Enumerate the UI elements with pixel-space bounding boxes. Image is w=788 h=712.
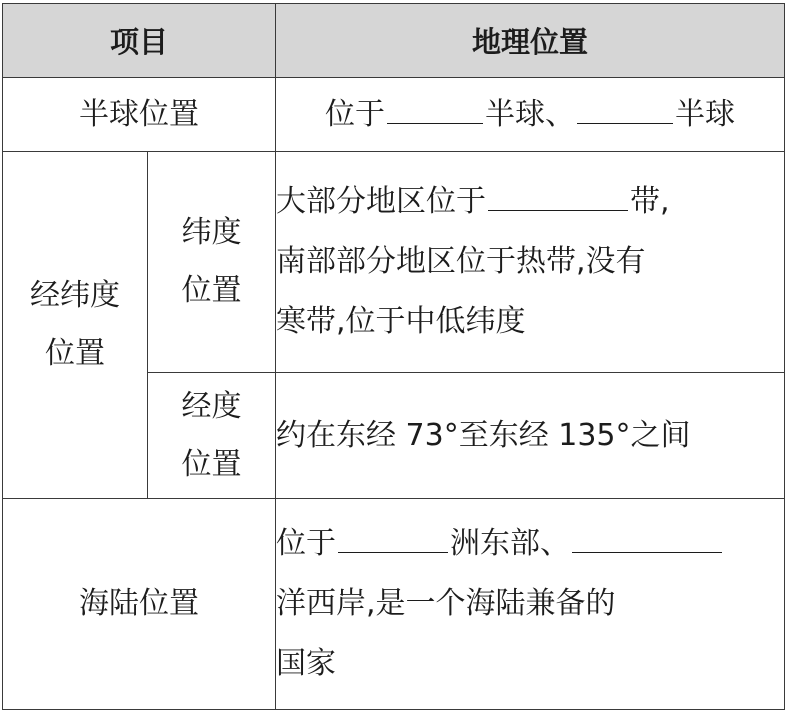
header-row: [3, 4, 785, 78]
sea-land-row: [3, 499, 785, 710]
hemisphere-blank-2: [577, 96, 673, 124]
latitude-label-line-1: 纬度: [181, 215, 242, 250]
longitude-label-line-1: 经度: [181, 388, 242, 424]
hemisphere-content: [276, 78, 785, 152]
hemisphere-blank-1: [387, 96, 483, 124]
hemisphere-text-2: 半球、: [485, 96, 576, 132]
latitude-blank: [488, 183, 628, 211]
latitude-text-2: 带,: [630, 184, 670, 219]
sea-land-text-2: 洲东部、: [450, 526, 571, 561]
sea-land-line-1: [276, 514, 784, 574]
sea-land-blank-1: [338, 525, 448, 553]
latitude-line-1: [276, 172, 784, 232]
longitude-content: 约在东经 73°至东经 135°之间: [276, 373, 785, 499]
longitude-label-line-2: 位置: [181, 446, 242, 482]
latitude-content: [276, 152, 785, 373]
sea-land-text-1: 位于: [276, 526, 337, 561]
latlong-label-line-2: 位置: [45, 336, 105, 371]
longitude-label: [148, 373, 276, 499]
latitude-row: [3, 152, 785, 373]
sea-land-content: [276, 499, 785, 710]
header-location: 地理位置: [276, 4, 785, 78]
latitude-label-line-2: 位置: [181, 273, 242, 308]
latitude-line-3: 寒带,位于中低纬度: [276, 304, 526, 339]
latitude-line-2: 南部部分地区位于热带,没有: [276, 244, 646, 279]
geography-location-table: [2, 3, 785, 710]
latlong-label: [3, 152, 148, 499]
latitude-label: [148, 152, 276, 373]
sea-land-line-2: 洋西岸,是一个海陆兼备的: [276, 586, 616, 621]
latlong-label-line-1: 经纬度: [30, 278, 120, 313]
header-item: 项目: [3, 4, 276, 78]
sea-land-line-3: 国家: [276, 646, 337, 681]
latitude-text-1: 大部分地区位于: [276, 184, 487, 219]
hemisphere-text-3: 半球: [675, 96, 736, 132]
sea-land-label: 海陆位置: [3, 499, 276, 710]
hemisphere-row: [3, 78, 785, 152]
hemisphere-label: 半球位置: [3, 78, 276, 152]
sea-land-blank-2: [572, 525, 722, 553]
hemisphere-text-1: 位于: [325, 96, 386, 132]
